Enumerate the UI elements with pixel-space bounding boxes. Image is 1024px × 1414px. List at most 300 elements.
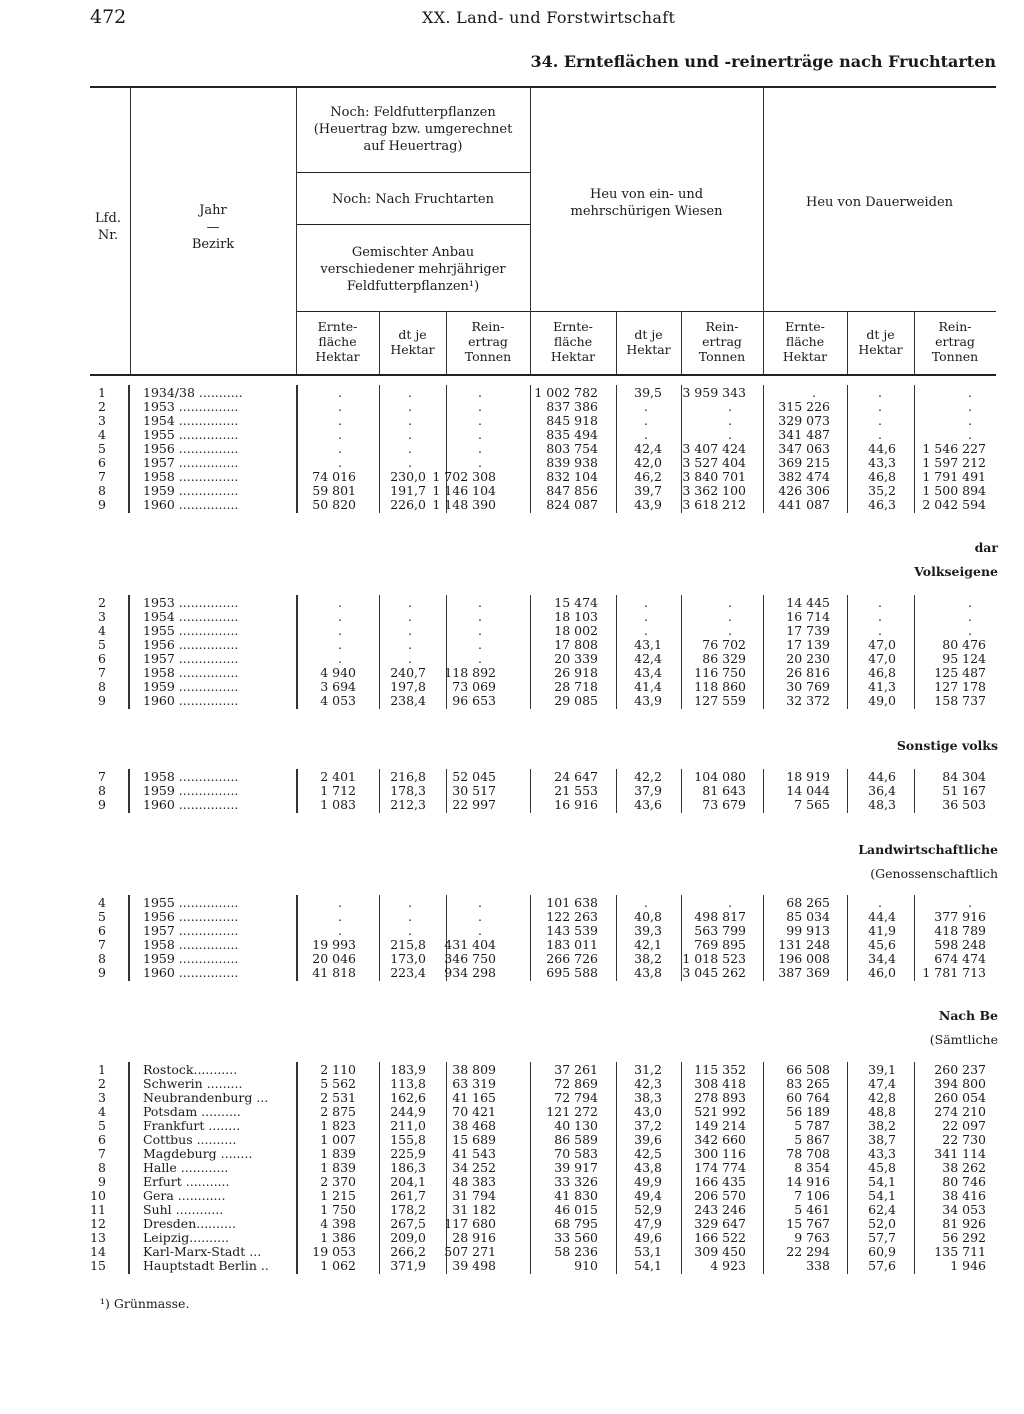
header-bottom-rule (90, 374, 996, 376)
table-cell: 125 487 (934, 665, 986, 680)
subheader-flaeche-3: Ernte- fläche Hektar (782, 319, 828, 364)
table-cell: 155,8 (390, 1132, 426, 1147)
table-cell: 58 236 (554, 1244, 598, 1259)
row-label: Dresden.......... (143, 1216, 236, 1231)
table-cell: 3 840 701 (682, 469, 746, 484)
table-cell: 2 401 (320, 769, 356, 784)
row-label: Leipzig.......... (143, 1230, 230, 1245)
table-cell: 50 820 (312, 497, 356, 512)
table-cell: 14 445 (786, 595, 830, 610)
table-cell: . (338, 595, 342, 610)
row-label: 1954 ............... (143, 609, 239, 624)
table-cell: 83 265 (786, 1076, 830, 1091)
row-label: Erfurt ........... (143, 1174, 230, 1189)
table-cell: 42,1 (634, 937, 662, 952)
subheader-rein-1: Rein- ertrag Tonnen (464, 319, 512, 364)
table-cell: 3 527 404 (682, 455, 746, 470)
column-separator (847, 385, 848, 513)
table-cell: 225,9 (390, 1146, 426, 1161)
table-cell: 341 114 (934, 1146, 986, 1161)
table-cell: 22 997 (452, 797, 496, 812)
table-cell: 29 085 (554, 693, 598, 708)
table-cell: 46,2 (634, 469, 662, 484)
table-cell: 54,1 (868, 1188, 896, 1203)
table-cell: . (968, 895, 972, 910)
section-subtitle: (Sämtliche (929, 1032, 998, 1047)
table-cell: . (408, 455, 412, 470)
running-head: XX. Land- und Forstwirtschaft (422, 8, 676, 27)
row-number: 3 (98, 413, 106, 428)
table-cell: 387 369 (778, 965, 830, 980)
table-cell: . (478, 923, 482, 938)
table-cell: 1 215 (320, 1188, 356, 1203)
table-cell: 26 918 (554, 665, 598, 680)
table-cell: 68 795 (554, 1216, 598, 1231)
row-number: 5 (98, 909, 106, 924)
subheader-flaeche-2: Ernte- fläche Hektar (550, 319, 596, 364)
row-label: Magdeburg ........ (143, 1146, 253, 1161)
table-cell: 135 711 (934, 1244, 986, 1259)
column-separator (847, 769, 848, 813)
table-cell: 48,3 (868, 797, 896, 812)
table-cell: 1 702 308 (432, 469, 496, 484)
table-cell: . (338, 895, 342, 910)
table-cell: 19 993 (312, 937, 356, 952)
row-number: 4 (98, 623, 106, 638)
table-cell: 3 407 424 (682, 441, 746, 456)
table-cell: 42,5 (634, 1146, 662, 1161)
table-cell: . (478, 413, 482, 428)
table-cell: . (408, 595, 412, 610)
table-cell: 46,0 (868, 965, 896, 980)
table-cell: 4 053 (320, 693, 356, 708)
column-separator (763, 895, 764, 981)
table-cell: 329 647 (694, 1216, 746, 1231)
table-cell: 2 370 (320, 1174, 356, 1189)
table-cell: . (728, 609, 732, 624)
table-cell: 674 474 (934, 951, 986, 966)
table-cell: 22 294 (786, 1244, 830, 1259)
footnote: ¹) Grünmasse. (100, 1296, 190, 1311)
table-cell: 60,9 (868, 1244, 896, 1259)
table-cell: 73 679 (702, 797, 746, 812)
table-cell: . (878, 609, 882, 624)
table-cell: 115 352 (694, 1062, 746, 1077)
table-cell: 86 329 (702, 651, 746, 666)
table-cell: 118 892 (444, 665, 496, 680)
table-cell: . (728, 413, 732, 428)
table-cell: 31,2 (634, 1062, 662, 1077)
column-separator (530, 895, 531, 981)
table-cell: 1 750 (320, 1202, 356, 1217)
table-cell: 341 487 (778, 427, 830, 442)
row-label: Hauptstadt Berlin .. (143, 1258, 269, 1273)
section-label: dar (974, 540, 998, 555)
table-cell: 226,0 (390, 497, 426, 512)
table-cell: 166 435 (694, 1174, 746, 1189)
table-cell: 832 104 (546, 469, 598, 484)
table-cell: . (878, 385, 882, 400)
row-number: 6 (98, 651, 106, 666)
row-number: 8 (98, 783, 106, 798)
row-label: Potsdam .......... (143, 1104, 241, 1119)
table-cell: 15 767 (786, 1216, 830, 1231)
table-cell: 309 450 (694, 1244, 746, 1259)
table-cell: 18 103 (554, 609, 598, 624)
row-number: 6 (98, 455, 106, 470)
table-cell: 42,4 (634, 651, 662, 666)
table-cell: 86 589 (554, 1132, 598, 1147)
table-cell: 7 106 (794, 1188, 830, 1203)
row-number: 2 (98, 595, 106, 610)
table-cell: 18 919 (786, 769, 830, 784)
table-cell: 338 (806, 1258, 830, 1273)
table-cell: . (968, 399, 972, 414)
table-cell: 183,9 (390, 1062, 426, 1077)
table-cell: . (408, 399, 412, 414)
table-cell: 46 015 (554, 1202, 598, 1217)
table-cell: . (644, 895, 648, 910)
table-cell: . (338, 609, 342, 624)
table-cell: 209,0 (390, 1230, 426, 1245)
header-top-rule (90, 86, 996, 88)
table-cell: 1 007 (320, 1132, 356, 1147)
table-cell: . (338, 441, 342, 456)
table-cell: . (478, 595, 482, 610)
row-number: 5 (98, 441, 106, 456)
table-cell: 41 818 (312, 965, 356, 980)
column-separator (763, 1062, 764, 1274)
table-cell: 441 087 (778, 497, 830, 512)
table-cell: 206 570 (694, 1188, 746, 1203)
table-cell: 43,9 (634, 497, 662, 512)
table-cell: 261,7 (390, 1188, 426, 1203)
table-cell: 498 817 (694, 909, 746, 924)
table-cell: 46,8 (868, 469, 896, 484)
table-cell: 20 230 (786, 651, 830, 666)
table-cell: 197,8 (390, 679, 426, 694)
subheader-rein-2: Rein- ertrag Tonnen (698, 319, 746, 364)
table-cell: 95 124 (942, 651, 986, 666)
table-cell: 43,8 (634, 1160, 662, 1175)
subheader-dt-1: dt je Hektar (390, 327, 435, 357)
subheader-rein-3: Rein- ertrag Tonnen (931, 319, 979, 364)
row-number: 5 (98, 637, 106, 652)
table-cell: 30 769 (786, 679, 830, 694)
row-number: 12 (90, 1216, 106, 1231)
header-group1-mid: Noch: Nach Fruchtarten (331, 192, 495, 207)
table-cell: 48,8 (868, 1104, 896, 1119)
table-cell: . (338, 909, 342, 924)
header-group2: Heu von ein- und mehrschürigen Wiesen (570, 187, 723, 219)
table-cell: 49,4 (634, 1188, 662, 1203)
table-cell: 80 476 (942, 637, 986, 652)
table-cell: 74 016 (312, 469, 356, 484)
table-cell: 1 839 (320, 1160, 356, 1175)
table-cell: 2 110 (320, 1062, 356, 1077)
header-group1-top: Noch: Feldfutterpflanzen (Heuertrag bzw. umgerechnet auf Heuertrag) (313, 105, 513, 154)
row-number: 4 (98, 895, 106, 910)
table-cell: 39,7 (634, 483, 662, 498)
table-cell: 33 560 (554, 1230, 598, 1245)
table-cell: 418 789 (934, 923, 986, 938)
table-cell: 143 539 (546, 923, 598, 938)
table-cell: 28 916 (452, 1230, 496, 1245)
row-label: 1955 ............... (143, 427, 239, 442)
column-separator (763, 769, 764, 813)
row-label: Gera ............ (143, 1188, 226, 1203)
row-number: 8 (98, 951, 106, 966)
table-cell: 118 860 (694, 679, 746, 694)
table-cell: 47,0 (868, 651, 896, 666)
table-cell: 46,8 (868, 665, 896, 680)
table-cell: 196 008 (778, 951, 830, 966)
table-cell: 52,9 (634, 1202, 662, 1217)
table-cell: 15 474 (554, 595, 598, 610)
table-cell: 41 165 (452, 1090, 496, 1105)
table-cell: 342 660 (694, 1132, 746, 1147)
row-number: 13 (90, 1230, 106, 1245)
subheader-dt-2: dt je Hektar (626, 327, 671, 357)
table-cell: 835 494 (546, 427, 598, 442)
table-cell: . (878, 595, 882, 610)
table-cell: 42,4 (634, 441, 662, 456)
row-number: 9 (98, 797, 106, 812)
table-cell: 1 781 713 (922, 965, 986, 980)
row-label: 1958 ............... (143, 665, 239, 680)
row-number: 7 (98, 937, 106, 952)
table-cell: 53,1 (634, 1244, 662, 1259)
table-cell: . (644, 623, 648, 638)
table-cell: 37,9 (634, 783, 662, 798)
column-separator (379, 1062, 380, 1274)
row-number: 8 (98, 483, 106, 498)
column-separator (379, 385, 380, 513)
table-cell: 66 508 (786, 1062, 830, 1077)
table-cell: 260 237 (934, 1062, 986, 1077)
group1-rule-2 (296, 224, 530, 225)
table-cell: 5 867 (794, 1132, 830, 1147)
table-cell: 837 386 (546, 399, 598, 414)
table-cell: 44,6 (868, 769, 896, 784)
column-separator (379, 769, 380, 813)
column-separator (763, 385, 764, 513)
column-separator (128, 895, 130, 981)
table-cell: . (728, 595, 732, 610)
table-cell: 85 034 (786, 909, 830, 924)
row-label: 1956 ............... (143, 441, 239, 456)
table-cell: 211,0 (390, 1118, 426, 1133)
column-separator (616, 769, 617, 813)
table-cell: 43,1 (634, 637, 662, 652)
table-cell: 44,6 (868, 441, 896, 456)
table-cell: 43,3 (868, 455, 896, 470)
table-cell: 48 383 (452, 1174, 496, 1189)
table-cell: . (878, 413, 882, 428)
row-label: 1959 ............... (143, 951, 239, 966)
table-cell: 17 808 (554, 637, 598, 652)
row-number: 3 (98, 1090, 106, 1105)
header-group3: Heu von Dauerweiden (805, 195, 954, 210)
table-cell: 240,7 (390, 665, 426, 680)
table-cell: 76 702 (702, 637, 746, 652)
table-cell: 4 923 (710, 1258, 746, 1273)
table-cell: 824 087 (546, 497, 598, 512)
table-cell: 41,9 (868, 923, 896, 938)
table-cell: 149 214 (694, 1118, 746, 1133)
table-cell: 37 261 (554, 1062, 598, 1077)
table-cell: 17 139 (786, 637, 830, 652)
column-separator (681, 769, 682, 813)
table-cell: 47,9 (634, 1216, 662, 1231)
table-cell: 43,3 (868, 1146, 896, 1161)
table-cell: 598 248 (934, 937, 986, 952)
table-cell: 426 306 (778, 483, 830, 498)
table-cell: 223,4 (390, 965, 426, 980)
table-cell: 308 418 (694, 1076, 746, 1091)
table-cell: 2 531 (320, 1090, 356, 1105)
table-cell: 803 754 (546, 441, 598, 456)
table-cell: 43,6 (634, 797, 662, 812)
table-cell: 238,4 (390, 693, 426, 708)
row-label: 1959 ............... (143, 483, 239, 498)
table-cell: 72 869 (554, 1076, 598, 1091)
table-cell: 78 708 (786, 1146, 830, 1161)
table-cell: 1 002 782 (534, 385, 598, 400)
row-label: Suhl ............ (143, 1202, 224, 1217)
table-cell: 186,3 (390, 1160, 426, 1175)
table-cell: 1 946 (950, 1258, 986, 1273)
header-jahr: Jahr — Bezirk (191, 203, 235, 252)
table-cell: 431 404 (444, 937, 496, 952)
table-cell: 39 498 (452, 1258, 496, 1273)
table-cell: 57,6 (868, 1258, 896, 1273)
table-cell: 1 712 (320, 783, 356, 798)
table-cell: 42,8 (868, 1090, 896, 1105)
table-cell: 28 718 (554, 679, 598, 694)
table-cell: 38 809 (452, 1062, 496, 1077)
row-label: 1960 ............... (143, 965, 239, 980)
table-cell: 174 774 (694, 1160, 746, 1175)
table-cell: . (644, 399, 648, 414)
row-label: 1953 ............... (143, 595, 239, 610)
table-cell: 315 226 (778, 399, 830, 414)
table-cell: 56 189 (786, 1104, 830, 1119)
row-label: 1956 ............... (143, 909, 239, 924)
column-separator (847, 895, 848, 981)
table-cell: 369 215 (778, 455, 830, 470)
table-cell: 1 500 894 (922, 483, 986, 498)
table-cell: 38,7 (868, 1132, 896, 1147)
table-cell: 34 053 (942, 1202, 986, 1217)
table-cell: 81 926 (942, 1216, 986, 1231)
table-cell: 40 130 (554, 1118, 598, 1133)
table-cell: 122 263 (546, 909, 598, 924)
table-cell: 371,9 (390, 1258, 426, 1273)
table-cell: 30 517 (452, 783, 496, 798)
table-cell: . (728, 427, 732, 442)
row-label: 1958 ............... (143, 769, 239, 784)
table-cell: 5 562 (320, 1076, 356, 1091)
table-cell: 19 053 (312, 1244, 356, 1259)
row-label: 1960 ............... (143, 497, 239, 512)
row-number: 7 (98, 769, 106, 784)
table-cell: 31 794 (452, 1188, 496, 1203)
table-cell: 14 916 (786, 1174, 830, 1189)
table-cell: . (338, 413, 342, 428)
table-cell: 38,2 (634, 951, 662, 966)
row-label: 1960 ............... (143, 693, 239, 708)
row-number: 9 (98, 965, 106, 980)
column-separator (616, 1062, 617, 1274)
column-separator (616, 385, 617, 513)
table-cell: 39 917 (554, 1160, 598, 1175)
table-title: 34. Ernteflächen und -reinerträge nach Fruchtarten (530, 52, 996, 71)
row-label: 1934/38 ........... (143, 385, 243, 400)
table-cell: 267,5 (390, 1216, 426, 1231)
table-cell: 3 362 100 (682, 483, 746, 498)
table-cell: 38 468 (452, 1118, 496, 1133)
column-separator (847, 595, 848, 709)
table-cell: 20 339 (554, 651, 598, 666)
table-cell: 38,3 (634, 1090, 662, 1105)
row-number: 7 (98, 665, 106, 680)
table-cell: 43,8 (634, 965, 662, 980)
table-cell: . (338, 637, 342, 652)
table-cell: 54,1 (868, 1174, 896, 1189)
table-cell: . (408, 413, 412, 428)
table-cell: . (478, 427, 482, 442)
row-label: 1953 ............... (143, 399, 239, 414)
table-cell: 216,8 (390, 769, 426, 784)
table-cell: 3 045 262 (682, 965, 746, 980)
subheader-rule (296, 311, 996, 312)
table-cell: . (878, 427, 882, 442)
table-cell: . (968, 427, 972, 442)
table-cell: 266,2 (390, 1244, 426, 1259)
table-cell: 1 146 104 (432, 483, 496, 498)
table-cell: 845 918 (546, 413, 598, 428)
column-separator (681, 1062, 682, 1274)
table-cell: . (478, 441, 482, 456)
column-separator (914, 1062, 915, 1274)
section-label: Landwirtschaftliche (858, 842, 998, 857)
table-cell: 131 248 (778, 937, 830, 952)
table-cell: 41,3 (868, 679, 896, 694)
table-cell: 38 416 (942, 1188, 986, 1203)
table-cell: 34 252 (452, 1160, 496, 1175)
row-label: Cottbus .......... (143, 1132, 237, 1147)
table-cell: 21 553 (554, 783, 598, 798)
column-separator (296, 769, 298, 813)
column-separator (530, 595, 531, 709)
table-cell: 3 959 343 (682, 385, 746, 400)
header-group1-bottom: Gemischter Anbau verschiedener mehrjähriger Feldfutterpflanzen¹) (320, 245, 506, 294)
table-cell: 52,0 (868, 1216, 896, 1231)
table-cell: . (478, 637, 482, 652)
table-cell: 1 062 (320, 1258, 356, 1273)
table-cell: 16 714 (786, 609, 830, 624)
table-cell: 42,0 (634, 455, 662, 470)
table-cell: . (478, 909, 482, 924)
table-cell: 45,8 (868, 1160, 896, 1175)
table-cell: 33 326 (554, 1174, 598, 1189)
row-label: Halle ............ (143, 1160, 229, 1175)
table-cell: . (338, 923, 342, 938)
table-cell: 46,3 (868, 497, 896, 512)
row-label: Frankfurt ........ (143, 1118, 241, 1133)
table-cell: . (408, 441, 412, 456)
